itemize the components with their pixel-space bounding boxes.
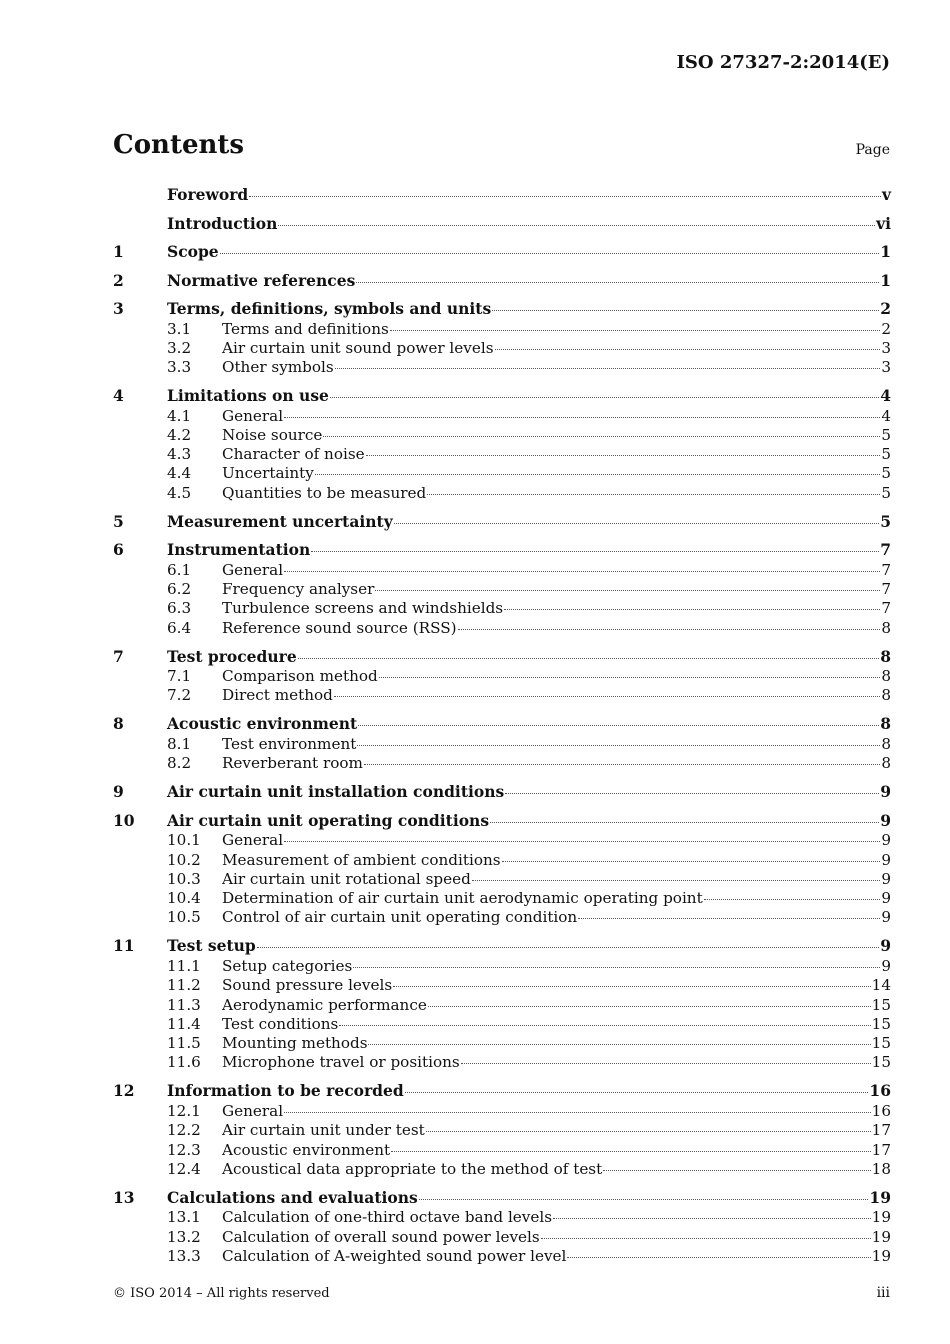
- dot-leader: [257, 947, 879, 948]
- toc-entry[interactable]: [113, 540, 891, 561]
- dot-leader: [358, 725, 879, 726]
- dot-leader: [419, 1199, 869, 1200]
- toc-subentry[interactable]: [113, 686, 891, 714]
- dot-leader: [490, 822, 879, 823]
- toc-subentry[interactable]: [113, 976, 891, 995]
- toc-subentry-number: 8.2: [167, 754, 192, 773]
- toc-entry-number: 7: [113, 646, 124, 666]
- toc-subentry-title: Determination of air curtain unit aerodynamic operating point: [222, 889, 703, 908]
- toc-subentry[interactable]: [113, 889, 891, 908]
- toc-subentry-number: 4.2: [167, 425, 192, 444]
- toc-subentry-number: 3.3: [167, 358, 192, 377]
- toc-entry-number: 6: [113, 540, 124, 560]
- toc-subentry-number: 13.1: [167, 1208, 201, 1227]
- toc-subentry-title: Quantities to be measured: [222, 483, 427, 502]
- table-of-contents: [113, 185, 891, 1275]
- toc-entry[interactable]: [113, 242, 891, 271]
- toc-subentry-page: 3: [881, 338, 891, 357]
- toc-subentry[interactable]: [113, 1160, 891, 1188]
- toc-entry-page: 19: [869, 1187, 891, 1207]
- toc-entry-title: Limitations on use: [167, 386, 329, 406]
- dot-leader: [495, 349, 881, 350]
- toc-entry-title: Normative references: [167, 270, 356, 290]
- toc-subentry-title: Reverberant room: [222, 754, 363, 773]
- toc-subentry-page: 7: [881, 560, 891, 579]
- toc-subentry-number: 6.1: [167, 560, 192, 579]
- toc-entry-number: 8: [113, 714, 124, 734]
- toc-subentry-page: 9: [881, 889, 891, 908]
- toc-subentry-title: Acoustic environment: [222, 1140, 391, 1159]
- toc-subentry[interactable]: [113, 619, 891, 647]
- toc-subentry-title: Comparison method: [222, 667, 378, 686]
- dot-leader: [284, 571, 880, 572]
- dot-leader: [505, 793, 879, 794]
- toc-subentry-number: 13.3: [167, 1246, 201, 1265]
- toc-entry-page: 9: [880, 782, 891, 802]
- dot-leader: [368, 1044, 870, 1045]
- dot-leader: [364, 764, 880, 765]
- toc-subentry-title: Terms and definitions: [222, 319, 389, 338]
- toc-entry-number: 4: [113, 386, 124, 406]
- dot-leader: [426, 1131, 871, 1132]
- toc-subentry-title: Air curtain unit rotational speed: [222, 869, 471, 888]
- toc-subentry-number: 8.1: [167, 734, 192, 753]
- toc-subentry[interactable]: [113, 339, 891, 358]
- toc-subentry-number: 11.6: [167, 1053, 201, 1072]
- toc-subentry-page: 19: [871, 1246, 891, 1265]
- toc-subentry-page: 3: [881, 358, 891, 377]
- toc-subentry[interactable]: [113, 1121, 891, 1140]
- toc-subentry-number: 11.4: [167, 1014, 201, 1033]
- toc-subentry-page: 17: [871, 1121, 891, 1140]
- toc-subentry-title: General: [222, 831, 284, 850]
- dot-leader: [379, 677, 881, 678]
- toc-subentry-title: Calculation of one-third octave band levels: [222, 1208, 553, 1227]
- dot-leader: [405, 1092, 869, 1093]
- toc-entry[interactable]: [113, 811, 891, 832]
- dot-leader: [284, 417, 880, 418]
- toc-entry-number: 5: [113, 511, 124, 531]
- toc-entry-title: Acoustic environment: [167, 714, 358, 734]
- toc-subentry[interactable]: [113, 580, 891, 599]
- toc-entry-page: 9: [880, 936, 891, 956]
- dot-leader: [461, 1063, 871, 1064]
- dot-leader: [391, 1151, 871, 1152]
- toc-subentry-page: 8: [881, 618, 891, 637]
- toc-entry[interactable]: [113, 647, 891, 668]
- toc-subentry-title: Turbulence screens and windshields: [222, 599, 504, 618]
- toc-subentry-number: 13.2: [167, 1227, 201, 1246]
- toc-entry[interactable]: [113, 271, 891, 300]
- toc-subentry-page: 19: [871, 1208, 891, 1227]
- toc-entry-title: Terms, definitions, symbols and units: [167, 299, 492, 318]
- toc-entry-number: 13: [113, 1187, 135, 1207]
- toc-subentry-title: General: [222, 1101, 284, 1120]
- toc-subentry-title: Test conditions: [222, 1014, 339, 1033]
- dot-leader: [311, 551, 879, 552]
- dot-leader: [357, 745, 880, 746]
- toc-subentry-title: Acoustical data appropriate to the method of test: [222, 1159, 603, 1178]
- toc-entry-page: 1: [880, 242, 891, 261]
- toc-entry-title: Introduction: [167, 213, 278, 233]
- dot-leader: [249, 196, 881, 197]
- dot-leader: [284, 1112, 871, 1113]
- dot-leader: [220, 253, 880, 254]
- toc-subentry[interactable]: [113, 754, 891, 782]
- toc-subentry-number: 4.5: [167, 483, 192, 502]
- toc-entry[interactable]: [113, 512, 891, 541]
- dot-leader: [394, 523, 879, 524]
- toc-entry[interactable]: [113, 185, 891, 214]
- toc-entry-number: 3: [113, 299, 124, 318]
- contents-heading: Contents: [113, 130, 245, 160]
- toc-subentry[interactable]: [113, 1015, 891, 1034]
- toc-entry[interactable]: [113, 782, 891, 811]
- toc-entry-page: 7: [880, 540, 891, 560]
- toc-subentry-page: 2: [881, 319, 891, 338]
- dot-leader: [390, 330, 881, 331]
- toc-entry-number: 2: [113, 270, 124, 290]
- toc-entry-number: 12: [113, 1081, 135, 1101]
- toc-subentry-number: 10.4: [167, 889, 201, 908]
- toc-subentry-number: 4.4: [167, 464, 192, 483]
- toc-entry-title: Air curtain unit operating conditions: [167, 810, 490, 830]
- toc-subentry-number: 6.3: [167, 599, 192, 618]
- dot-leader: [330, 397, 879, 398]
- toc-subentry-page: 16: [871, 1101, 891, 1120]
- toc-subentry[interactable]: [113, 407, 891, 426]
- dot-leader: [323, 436, 880, 437]
- dot-leader: [427, 494, 880, 495]
- dot-leader: [315, 474, 881, 475]
- document-id: ISO 27327-2:2014(E): [676, 52, 890, 73]
- toc-subentry-page: 8: [881, 754, 891, 773]
- toc-entry-page: vi: [876, 213, 891, 233]
- toc-entry-title: Instrumentation: [167, 540, 311, 560]
- toc-entry-page: 9: [880, 810, 891, 830]
- toc-subentry-page: 4: [881, 406, 891, 425]
- toc-subentry[interactable]: [113, 1102, 891, 1121]
- toc-subentry-title: Control of air curtain unit operating condition: [222, 908, 578, 927]
- toc-subentry-title: Sound pressure levels: [222, 976, 393, 995]
- dot-leader: [298, 658, 880, 659]
- toc-subentry[interactable]: [113, 908, 891, 936]
- toc-subentry-page: 14: [871, 976, 891, 995]
- toc-subentry-page: 7: [881, 580, 891, 599]
- toc-subentry-page: 5: [881, 464, 891, 483]
- toc-subentry-page: 9: [881, 850, 891, 869]
- toc-subentry-number: 11.2: [167, 976, 201, 995]
- toc-entry-page: 4: [880, 386, 891, 406]
- toc-subentry[interactable]: [113, 320, 891, 339]
- toc-subentry-number: 12.4: [167, 1159, 201, 1178]
- dot-leader: [339, 1025, 870, 1026]
- dot-leader: [502, 861, 881, 862]
- toc-subentry[interactable]: [113, 1208, 891, 1227]
- dot-leader: [278, 225, 875, 226]
- toc-subentry-number: 6.4: [167, 618, 192, 637]
- toc-subentry-number: 10.5: [167, 908, 201, 927]
- toc-subentry-page: 5: [881, 425, 891, 444]
- toc-subentry-title: Other symbols: [222, 358, 334, 377]
- toc-subentry-number: 7.1: [167, 667, 192, 686]
- dot-leader: [603, 1170, 870, 1171]
- toc-subentry-title: Calculation of A-weighted sound power level: [222, 1246, 567, 1265]
- dot-leader: [567, 1257, 870, 1258]
- page-column-label: Page: [855, 142, 890, 158]
- toc-entry-number: 1: [113, 242, 124, 261]
- toc-subentry-number: 10.3: [167, 869, 201, 888]
- toc-entry[interactable]: [113, 1081, 891, 1102]
- toc-subentry-page: 5: [881, 445, 891, 464]
- toc-subentry-page: 17: [871, 1140, 891, 1159]
- toc-subentry[interactable]: [113, 1034, 891, 1053]
- toc-subentry-title: Calculation of overall sound power levels: [222, 1227, 540, 1246]
- dot-leader: [366, 455, 881, 456]
- toc-subentry-title: General: [222, 560, 284, 579]
- toc-subentry[interactable]: [113, 426, 891, 445]
- toc-entry-page: 5: [880, 511, 891, 531]
- toc-subentry[interactable]: [113, 1053, 891, 1081]
- toc-entry[interactable]: [113, 1188, 891, 1209]
- toc-entry[interactable]: [113, 714, 891, 735]
- toc-entry-title: Measurement uncertainty: [167, 511, 393, 531]
- toc-subentry-page: 8: [881, 667, 891, 686]
- toc-subentry[interactable]: [113, 667, 891, 686]
- dot-leader: [541, 1238, 871, 1239]
- toc-subentry-number: 10.1: [167, 831, 201, 850]
- toc-subentry[interactable]: [113, 957, 891, 976]
- toc-subentry-title: Mounting methods: [222, 1034, 368, 1053]
- toc-subentry-title: Air curtain unit sound power levels: [222, 338, 494, 357]
- toc-subentry[interactable]: [113, 996, 891, 1015]
- dot-leader: [504, 609, 880, 610]
- toc-subentry-page: 15: [871, 1014, 891, 1033]
- toc-subentry-title: Setup categories: [222, 956, 353, 975]
- footer-copyright: © ISO 2014 – All rights reserved: [113, 1286, 330, 1301]
- toc-entry-title: Test setup: [167, 936, 256, 956]
- toc-subentry-title: Measurement of ambient conditions: [222, 850, 501, 869]
- toc-entry-page: 1: [880, 270, 891, 290]
- toc-subentry-number: 4.1: [167, 406, 192, 425]
- toc-subentry-page: 9: [881, 908, 891, 927]
- toc-subentry-title: Character of noise: [222, 445, 365, 464]
- toc-entry-page: 2: [880, 299, 891, 318]
- toc-subentry-page: 5: [881, 483, 891, 502]
- dot-leader: [375, 590, 880, 591]
- toc-subentry-number: 4.3: [167, 445, 192, 464]
- toc-entry-title: Air curtain unit installation conditions: [167, 782, 505, 802]
- toc-subentry-page: 15: [871, 1053, 891, 1072]
- toc-subentry-page: 15: [871, 1034, 891, 1053]
- toc-subentry-page: 9: [881, 869, 891, 888]
- footer-page-number: iii: [876, 1285, 890, 1301]
- toc-subentry[interactable]: [113, 464, 891, 483]
- toc-subentry-title: Direct method: [222, 686, 333, 705]
- dot-leader: [356, 282, 879, 283]
- toc-subentry-number: 12.2: [167, 1121, 201, 1140]
- dot-leader: [393, 986, 871, 987]
- toc-subentry-page: 8: [881, 734, 891, 753]
- toc-entry-number: 11: [113, 936, 135, 956]
- dot-leader: [428, 1006, 871, 1007]
- dot-leader: [353, 967, 880, 968]
- toc-subentry[interactable]: [113, 831, 891, 850]
- toc-subentry[interactable]: [113, 484, 891, 512]
- toc-subentry[interactable]: [113, 735, 891, 754]
- toc-subentry-number: 12.1: [167, 1101, 201, 1120]
- toc-subentry-number: 7.2: [167, 686, 192, 705]
- dot-leader: [284, 841, 880, 842]
- toc-subentry-title: Frequency analyser: [222, 580, 375, 599]
- toc-subentry[interactable]: [113, 445, 891, 464]
- dot-leader: [335, 368, 881, 369]
- toc-entry[interactable]: [113, 214, 891, 243]
- toc-subentry-number: 3.2: [167, 338, 192, 357]
- toc-subentry[interactable]: [113, 561, 891, 580]
- toc-subentry-title: Air curtain unit under test: [222, 1121, 425, 1140]
- toc-subentry-title: Uncertainty: [222, 464, 314, 483]
- toc-subentry[interactable]: [113, 358, 891, 386]
- toc-subentry-number: 3.1: [167, 319, 192, 338]
- toc-subentry-title: Microphone travel or positions: [222, 1053, 460, 1072]
- toc-subentry-page: 8: [881, 686, 891, 705]
- dot-leader: [472, 880, 880, 881]
- toc-subentry-page: 18: [871, 1159, 891, 1178]
- toc-subentry-page: 19: [871, 1227, 891, 1246]
- toc-entry-title: Test procedure: [167, 646, 297, 666]
- dot-leader: [704, 899, 881, 900]
- dot-leader: [578, 918, 880, 919]
- toc-subentry-page: 9: [881, 956, 891, 975]
- toc-subentry-page: 9: [881, 831, 891, 850]
- toc-entry-number: 9: [113, 782, 124, 802]
- toc-entry-page: 8: [880, 714, 891, 734]
- dot-leader: [492, 310, 879, 311]
- toc-entry-page: v: [881, 185, 891, 204]
- toc-subentry-number: 12.3: [167, 1140, 201, 1159]
- toc-entry-title: Scope: [167, 242, 219, 261]
- toc-entry[interactable]: [113, 299, 891, 320]
- toc-subentry[interactable]: [113, 599, 891, 618]
- toc-subentry[interactable]: [113, 1141, 891, 1160]
- toc-subentry[interactable]: [113, 1228, 891, 1247]
- toc-entry-page: 8: [880, 646, 891, 666]
- toc-entry-number: 10: [113, 810, 135, 830]
- toc-subentry-title: Noise source: [222, 425, 323, 444]
- toc-subentry-page: 15: [871, 995, 891, 1014]
- toc-subentry-title: Test environment: [222, 734, 357, 753]
- dot-leader: [458, 629, 881, 630]
- toc-subentry[interactable]: [113, 1247, 891, 1275]
- toc-subentry-page: 7: [881, 599, 891, 618]
- dot-leader: [334, 696, 880, 697]
- toc-entry-page: 16: [869, 1081, 891, 1101]
- toc-subentry-number: 10.2: [167, 850, 201, 869]
- toc-subentry-number: 11.5: [167, 1034, 201, 1053]
- toc-entry-title: Foreword: [167, 185, 249, 204]
- toc-entry-title: Calculations and evaluations: [167, 1187, 418, 1207]
- toc-subentry-number: 11.1: [167, 956, 201, 975]
- toc-entry[interactable]: [113, 386, 891, 407]
- toc-subentry-title: General: [222, 406, 284, 425]
- toc-subentry-number: 11.3: [167, 995, 201, 1014]
- toc-entry[interactable]: [113, 936, 891, 957]
- toc-subentry-title: Reference sound source (RSS): [222, 618, 457, 637]
- toc-subentry[interactable]: [113, 851, 891, 870]
- toc-entry-title: Information to be recorded: [167, 1081, 404, 1101]
- toc-subentry[interactable]: [113, 870, 891, 889]
- toc-subentry-title: Aerodynamic performance: [222, 995, 427, 1014]
- toc-subentry-number: 6.2: [167, 580, 192, 599]
- dot-leader: [553, 1218, 871, 1219]
